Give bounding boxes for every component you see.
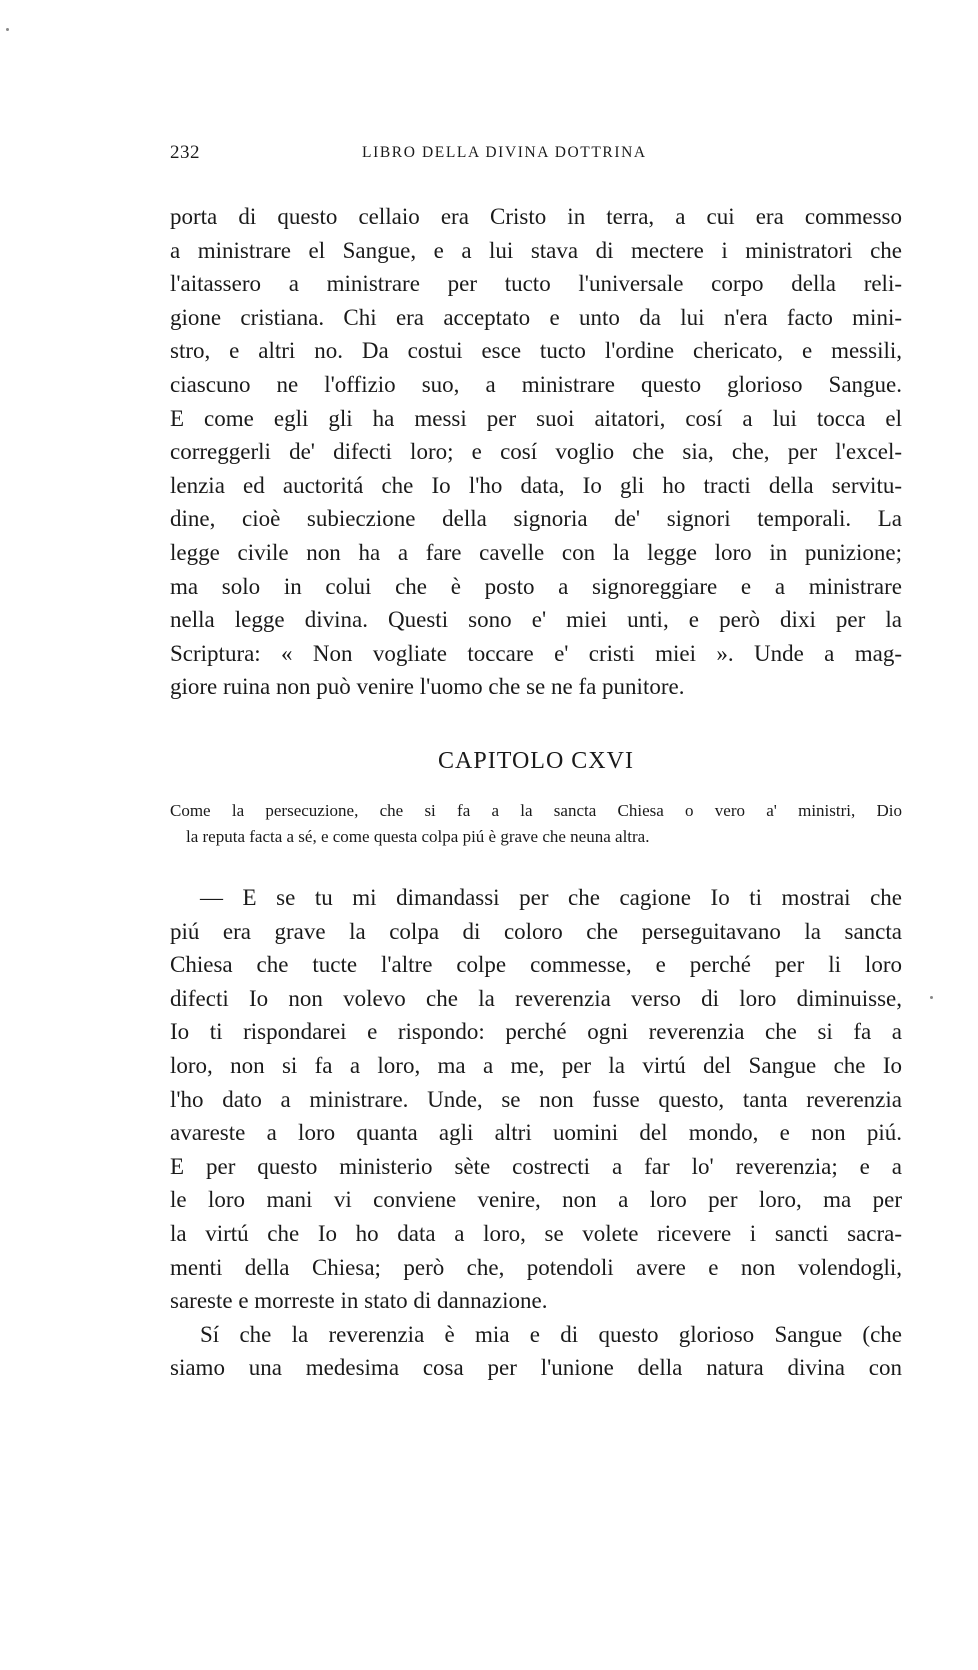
text-line: piú era grave la colpa di coloro che perseguitavano la sancta xyxy=(170,918,902,944)
summary-line: Come la persecuzione, che si fa a la sancta Chiesa o vero a' ministri, Dio xyxy=(170,801,902,820)
text-line: Sí che la reverenzia è mia e di questo glorioso Sangue (che xyxy=(200,1321,902,1347)
scan-speck xyxy=(6,28,9,31)
running-title: LIBRO DELLA DIVINA DOTTRINA xyxy=(362,144,647,161)
scan-speck xyxy=(930,996,933,999)
text-line: nella legge divina. Questi sono e' miei unti, e però dixi per la xyxy=(170,607,902,633)
text-line: sareste e morreste in stato di dannazione. xyxy=(170,1288,548,1314)
text-line: lenzia ed auctoritá che Io l'ho data, Io gli ho tracti della servitu- xyxy=(170,472,902,498)
running-head xyxy=(170,142,730,166)
text-line: E come egli gli ha messi per suoi aitatori, cosí a lui tocca el xyxy=(170,405,902,431)
text-line: Scriptura: « Non vogliate toccare e' cristi miei ». Unde a mag- xyxy=(170,640,902,666)
text-line: ciascuno ne l'offizio suo, a ministrare questo glorioso Sangue. xyxy=(170,371,902,397)
text-line: l'ho dato a ministrare. Unde, se non fusse questo, tanta reverenzia xyxy=(170,1086,902,1112)
text-line: Chiesa che tucte l'altre colpe commesse, e perché per li loro xyxy=(170,952,902,978)
text-line: l'aitassero a ministrare per tucto l'universale corpo della reli- xyxy=(170,271,902,297)
text-line: ma solo in colui che è posto a signoreggiare e a ministrare xyxy=(170,573,902,599)
text-line: legge civile non ha a fare cavelle con la legge loro in punizione; xyxy=(170,539,902,565)
summary-line: la reputa facta a sé, e come questa colpa piú è grave che neuna altra. xyxy=(186,827,650,846)
text-line: a ministrare el Sangue, e a lui stava di mectere i ministratori che xyxy=(170,237,902,263)
text-line: siamo una medesima cosa per l'unione della natura divina con xyxy=(170,1355,902,1381)
text-line: menti della Chiesa; però che, potendoli avere e non volendogli, xyxy=(170,1254,902,1280)
text-line: la virtú che Io ho data a loro, se volete ricevere i sancti sacra- xyxy=(170,1220,902,1246)
text-line: correggerli de' difecti loro; e cosí voglio che sia, che, per l'excel- xyxy=(170,439,902,465)
paragraph-continued xyxy=(170,200,902,704)
text-line: giore ruina non può venire l'uomo che se ne fa punitore. xyxy=(170,674,685,700)
text-line: le loro mani vi conviene venire, non a loro per loro, ma per xyxy=(170,1187,902,1213)
text-line: avareste a loro quanta agli altri uomini del mondo, e non piú. xyxy=(170,1120,902,1146)
text-line: dine, cioè subieczione della signoria de' signori temporali. La xyxy=(170,506,902,532)
chapter-body xyxy=(170,881,902,1385)
chapter-summary xyxy=(170,798,902,850)
text-line: gione cristiana. Chi era acceptato e unto da lui n'era facto mini- xyxy=(170,304,902,330)
page-number: 232 xyxy=(170,142,200,163)
text-line: E per questo ministerio sète costrecti a far lo' reverenzia; e a xyxy=(170,1153,902,1179)
text-line: stro, e altri no. Da costui esce tucto l'ordine chericato, e messili, xyxy=(170,338,902,364)
text-line: loro, non si fa a loro, ma a me, per la virtú del Sangue che Io xyxy=(170,1052,902,1078)
text-line: difecti Io non volevo che la reverenzia verso di loro diminuisse, xyxy=(170,985,902,1011)
text-line: — E se tu mi dimandassi per che cagione Io ti mostrai che xyxy=(200,885,902,910)
text-line: porta di questo cellaio era Cristo in terra, a cui era commesso xyxy=(170,204,902,229)
chapter-title: CAPITOLO CXVI xyxy=(438,748,634,774)
text-line: Io ti rispondarei e rispondo: perché ogni reverenzia che si fa a xyxy=(170,1019,902,1045)
